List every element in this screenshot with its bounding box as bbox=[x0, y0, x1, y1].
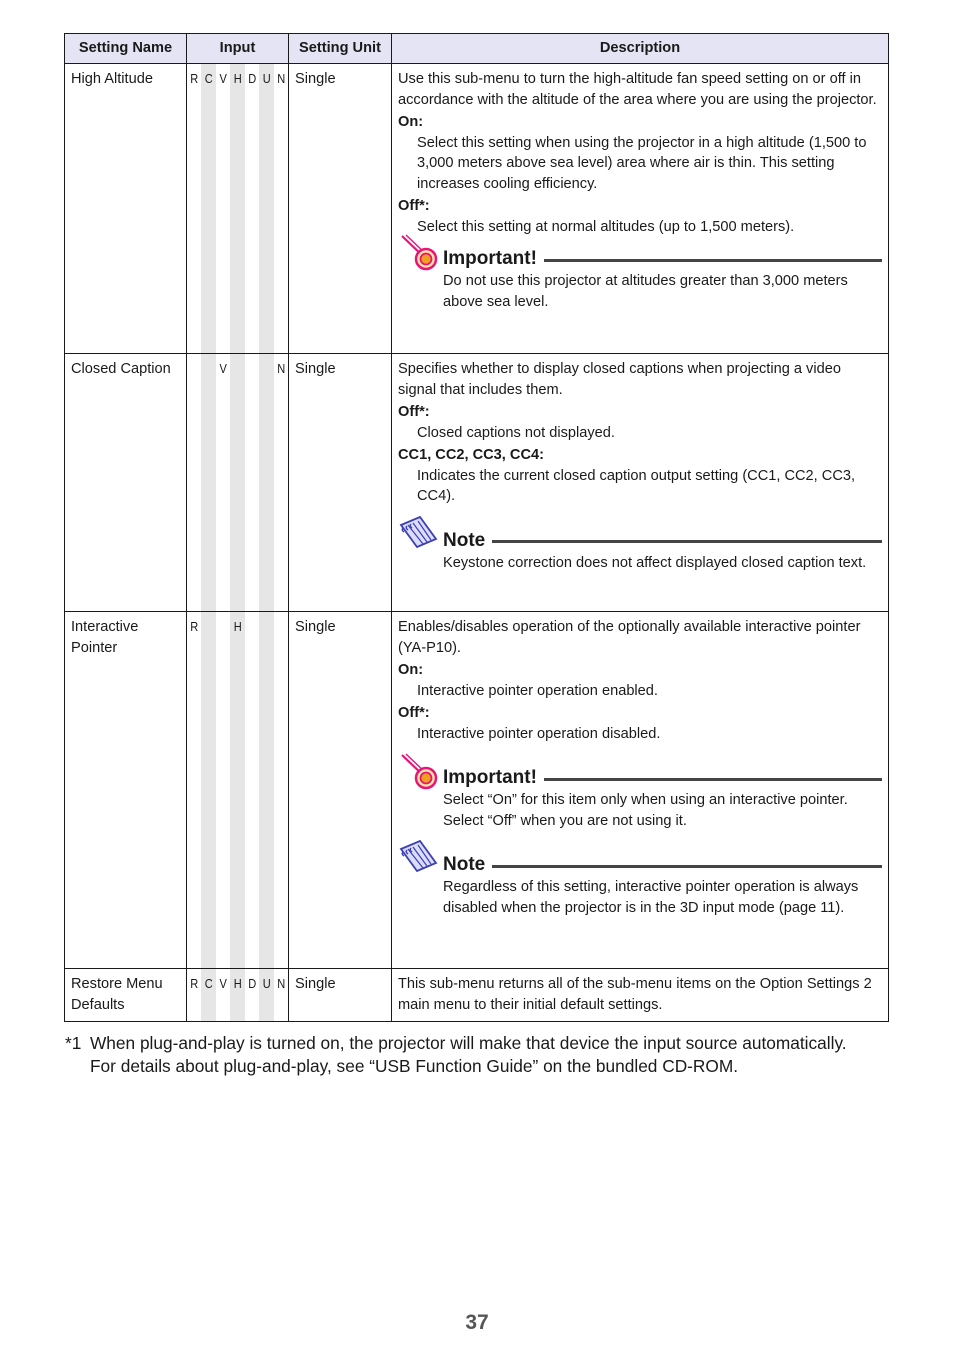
note-callout bbox=[398, 529, 882, 574]
description-cell bbox=[392, 969, 889, 1022]
important-text: Do not use this projector at altitudes greater than 3,000 meters above sea level. bbox=[443, 273, 848, 310]
setting-unit: Single bbox=[289, 969, 392, 1022]
input-letter: H bbox=[230, 64, 244, 353]
callout-rule bbox=[544, 259, 882, 262]
input-letter: U bbox=[259, 969, 273, 1021]
header-input: Input bbox=[187, 34, 289, 64]
input-letter bbox=[246, 612, 258, 968]
input-letter bbox=[275, 612, 287, 968]
option-text: Select this setting when using the projector in a high altitude (1,500 to 3,000 meters above sea level) area where air is thin. This setting increases cooling efficiency. bbox=[417, 134, 867, 192]
notepad-icon bbox=[398, 515, 440, 555]
input-letter: R bbox=[190, 619, 199, 634]
option-label: Off*: bbox=[398, 198, 430, 214]
option-text: Select this setting at normal altitudes (up to 1,500 meters). bbox=[417, 218, 795, 235]
input-cell bbox=[187, 612, 289, 969]
important-title: Important! bbox=[443, 248, 537, 269]
input-letter bbox=[259, 612, 273, 968]
option-label: Off*: bbox=[398, 404, 430, 420]
description-cell bbox=[392, 612, 889, 969]
input-letter: C bbox=[201, 969, 215, 1021]
callout-rule bbox=[492, 865, 882, 868]
option-text: Interactive pointer operation enabled. bbox=[417, 682, 658, 699]
option-label: On: bbox=[398, 662, 424, 678]
header-setting-unit: Setting Unit bbox=[289, 34, 392, 64]
footnote-text: When plug-and-play is turned on, the projector will make that device the input source automatically. For details about plug-and-play, see “USB Function Guide” on the bundled CD-ROM. bbox=[90, 1033, 847, 1076]
input-letter: R bbox=[190, 71, 199, 86]
input-cell bbox=[187, 969, 289, 1022]
input-letter: V bbox=[219, 71, 227, 86]
description-intro: Use this sub-menu to turn the high-altitude fan speed setting on or off in accordance with the altitude of the area where you are using the projector. bbox=[398, 71, 877, 108]
pushpin-icon bbox=[398, 233, 440, 273]
important-callout bbox=[398, 247, 882, 312]
setting-name: Closed Caption bbox=[65, 354, 187, 612]
table-row bbox=[65, 354, 889, 612]
input-letter: N bbox=[276, 976, 285, 991]
note-text: Keystone correction does not affect displayed closed caption text. bbox=[443, 554, 867, 571]
setting-unit: Single bbox=[289, 612, 392, 969]
important-title: Important! bbox=[443, 767, 537, 788]
important-text: Select “On” for this item only when using an interactive pointer. Select “Off” when you are not using it. bbox=[443, 792, 848, 829]
input-letter: C bbox=[201, 64, 215, 353]
input-letter: D bbox=[247, 976, 256, 991]
page-number: 37 bbox=[465, 1311, 489, 1334]
header-setting-name: Setting Name bbox=[65, 34, 187, 64]
input-letter bbox=[246, 354, 258, 611]
input-letter bbox=[201, 612, 215, 968]
setting-unit: Single bbox=[289, 64, 392, 354]
footnote bbox=[65, 1032, 865, 1078]
setting-name: High Altitude bbox=[65, 64, 187, 354]
notepad-icon bbox=[398, 839, 440, 879]
setting-name: Interactive Pointer bbox=[65, 612, 187, 969]
note-title: Note bbox=[443, 854, 486, 875]
option-label: CC1, CC2, CC3, CC4: bbox=[398, 447, 544, 463]
description-cell bbox=[392, 354, 889, 612]
important-callout bbox=[398, 766, 882, 831]
option-text: Indicates the current closed caption output setting (CC1, CC2, CC3, CC4). bbox=[417, 467, 856, 504]
option-label: On: bbox=[398, 114, 424, 130]
input-cell bbox=[187, 64, 289, 354]
input-letter: N bbox=[276, 71, 285, 86]
description-intro: This sub-menu returns all of the sub-menu items on the Option Settings 2 main menu to their initial default settings. bbox=[398, 976, 872, 1013]
input-letter: V bbox=[219, 361, 227, 376]
note-title: Note bbox=[443, 529, 486, 551]
header-description: Description bbox=[392, 34, 889, 64]
input-letter bbox=[259, 354, 273, 611]
option-label: Off*: bbox=[398, 705, 430, 721]
description-intro: Specifies whether to display closed captions when projecting a video signal that includes them. bbox=[398, 361, 841, 398]
option-text: Interactive pointer operation disabled. bbox=[417, 725, 661, 742]
description-intro: Enables/disables operation of the optionally available interactive pointer (YA-P10). bbox=[398, 619, 861, 656]
input-letter bbox=[188, 354, 200, 611]
input-cell bbox=[187, 354, 289, 612]
input-letter: H bbox=[230, 612, 244, 968]
table-row bbox=[65, 612, 889, 969]
input-letter: R bbox=[190, 976, 199, 991]
input-letter: H bbox=[230, 969, 244, 1021]
callout-rule bbox=[544, 778, 882, 781]
input-letter bbox=[201, 354, 215, 611]
description-cell bbox=[392, 64, 889, 354]
settings-table bbox=[64, 33, 889, 1022]
setting-name: Restore Menu Defaults bbox=[65, 969, 187, 1022]
input-letter: U bbox=[259, 64, 273, 353]
table-row bbox=[65, 969, 889, 1022]
input-letter: V bbox=[219, 976, 227, 991]
table-header-row bbox=[65, 34, 889, 64]
table-row bbox=[65, 64, 889, 354]
input-letter: D bbox=[247, 71, 256, 86]
input-letter: N bbox=[276, 361, 285, 376]
input-letter bbox=[217, 612, 229, 968]
callout-rule bbox=[492, 540, 882, 543]
input-letter bbox=[230, 354, 244, 611]
pushpin-icon bbox=[398, 752, 440, 792]
footnote-mark: *1 bbox=[65, 1033, 82, 1053]
note-callout bbox=[398, 853, 882, 918]
setting-unit: Single bbox=[289, 354, 392, 612]
option-text: Closed captions not displayed. bbox=[417, 424, 615, 441]
note-text: Regardless of this setting, interactive pointer operation is always disabled when the projector is in the 3D input mode (page 11). bbox=[443, 879, 859, 916]
